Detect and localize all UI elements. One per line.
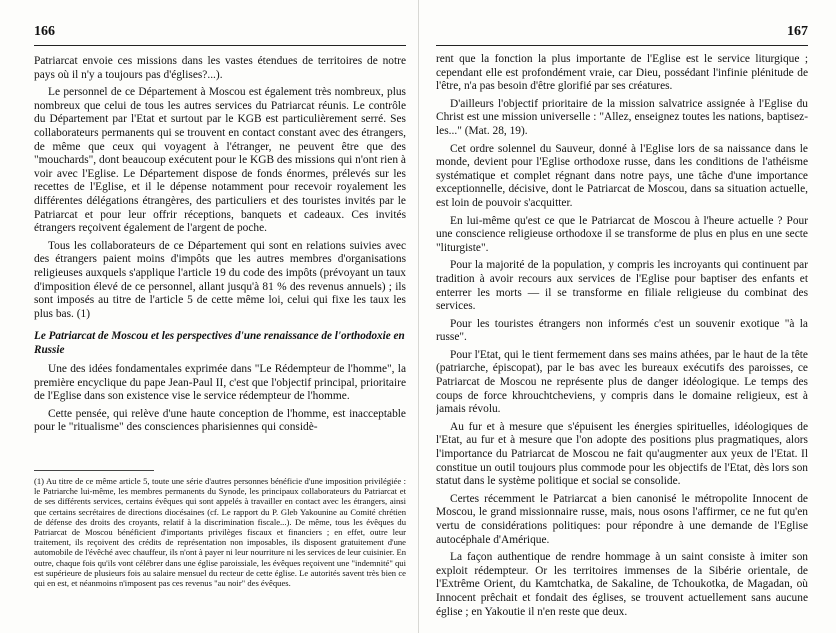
paragraph: D'ailleurs l'objectif prioritaire de la mission salvatrice assignée à l'Eglise du Christ est une mission universelle : "Allez, enseignez toutes les nations, baptisez-les..." (Mat. 28, 19). [436, 97, 808, 137]
header-rule [34, 45, 406, 46]
section-heading: Le Patriarcat de Moscou et les perspectives d'une renaissance de l'orthodoxie en Russie [34, 330, 405, 356]
footnote [34, 470, 406, 588]
paragraph: Pour l'Etat, qui le tient fermement dans ses mains athées, par le haut de la tête (patriarche, épiscopat), par le bas avec les bureaux exécutifs des paroisses, ce Patriarcat de Moscou ne représente plus de danger idéologique. Le temps des coups de force khrouchtcheviens, y compris dans le domaine religieux, est à jamais révolu. [436, 348, 808, 416]
right-page [436, 24, 808, 624]
left-page [34, 24, 406, 624]
paragraph: Une des idées fondamentales exprimée dans "Le Rédempteur de l'homme", la première encyclique du pape Jean-Paul II, c'est que l'objectif principal, prioritaire de l'Eglise dans son existence vise le service rédempteur de l'homme. [34, 363, 406, 403]
page-number: 167 [787, 24, 808, 39]
paragraph: Le personnel de ce Département à Moscou est également très nombreux, plus nombreux que celui de tous les autres services du Patriarcat réunis. Le contrôle du Département par l'Etat et surtout par le KGB est particulièrement serré. Ses collaborateurs permanents qui se trouvent en contact constant avec des étrangers, de même que ceux qui voyagent à l'étranger, ne peuvent être que des "mouchards", dont beaucoup exécutent pour le KGB des missions qui n'ont rien à voir avec l'Eglise. Le Département dispose de fonds énormes, prélevés sur les recettes de l'Eglise, et il le dépense notamment pour recevoir royalement les différentes délégations étrangères, des particuliers et des touristes invités par le Patriarcat et pour leur offrir réceptions, banquets et cadeaux. Ces invités étrangers reçoivent également de l'argent de poche. [34, 86, 406, 235]
header-rule [436, 45, 808, 46]
footnote-text: (1) Au titre de ce même article 5, toute une série d'autres personnes bénéficie d'une imposition privilégiée : le Patriarche lui-même, les membres permanents du Synode, les principaux collaborateurs du Patriarcat et de ses différents services, certains évêques qui sont appelés à travailler en contact avec les étrangers, ainsi que certains secrétaires de directions diocésaines (cf. Le rapport du P. Gleb Yakounine au Comité chrétien de défense des droits des croyants, relatif à la discrimination fiscale...). De même, tous les évêques du Patriarcat de Moscou bénéficient d'importants privilèges fiscaux et financiers ; en effet, outre leur traitement, ils reçoivent des crédits de représentation non imposables, ils disposent gratuitement d'une automobile de l'évêché avec chauffeur, ils n'ont à payer ni leur nourriture ni les services de leur cuisinier. En outre, chaque fois qu'ils vont célébrer dans une église paroissiale, les évêques reçoivent une "indemnité" qui est supérieure de plusieurs fois au salaire mensuel du recteur de cette église. Le autorités savent très bien ce qui en est, et néanmoins n'imposent pas ces revenus "au noir" des évêques. [34, 476, 406, 589]
paragraph: Patriarcat envoie ces missions dans les vastes étendues de territoires de notre pays où il n'y a toujours pas d'églises?...). [34, 55, 406, 81]
right-body-text [436, 53, 808, 623]
page-number: 166 [34, 24, 55, 39]
paragraph: Cette pensée, qui relève d'une haute conception de l'homme, est inacceptable pour le "ritualisme" des consciences pharisiennes qui considè- [34, 407, 406, 434]
paragraph: En lui-même qu'est ce que le Patriarcat de Moscou à l'heure actuelle ? Pour une conscience religieuse orthodoxe il se transforme de plus en plus en une secte "liturgiste". [436, 214, 808, 254]
footnote-rule [34, 470, 154, 471]
paragraph: Tous les collaborateurs de ce Département qui sont en relations suivies avec des étrangers paient moins d'impôts que les autres membres d'organisations religieuses auxquels s'applique l'article 19 du code des impôts (prévoyant un taux d'imposition élevé de ce personnel, allant jusqu'à 81 % des revenus annuels) ; ils sont imposés au titre de l'article 5 de cette même loi, celui qui fixe les taux les plus bas. (1) [34, 239, 406, 320]
paragraph: Pour les touristes étrangers non informés c'est un souvenir exotique "à la russe". [436, 317, 808, 344]
paragraph: Au fur et à mesure que s'épuisent les énergies spirituelles, idéologiques de l'Etat, au fur et à mesure que l'on adopte des positions plus pragmatiques, alors l'importance du Patriarcat de Moscou ne fait qu'augmenter aux yeux de l'Etat. Il constitue un outil toujours plus commode pour les objectifs de l'Etat, dès lors son statut dans le système politique et social se consolide. [436, 420, 808, 488]
paragraph: Pour la majorité de la population, y compris les incroyants qui continuent par tradition à avoir recours aux services de l'Eglise pour baptiser des enfants et enterrer les morts — il se transforme en filiale religieuse du combinat des services. [436, 259, 808, 313]
paragraph: Certes récemment le Patriarcat a bien canonisé le métropolite Innocent de Moscou, le grand missionnaire russe, mais, nous osons l'affirmer, ce ne fut qu'en vertu de considérations politiques: pour répondre à une demande de l'Eglise autocéphale d'Amérique. [436, 492, 808, 546]
paragraph: La façon authentique de rendre hommage à un saint consiste à imiter son exploit rédempteur. Or les territoires immenses de la Sibérie orientale, de l'Extrême Orient, du Kamtchatka, de Sakaline, de Tchoukotka, de Magadan, où Innocent prêchait et fondait des églises, se trouvent actuellement sans aucune église ; en Yakoutie il n'en reste que deux. [436, 551, 808, 618]
book-gutter [418, 0, 419, 633]
paragraph: rent que la fonction la plus importante de l'Eglise est le service liturgique ; cependant elle est profondément vraie, car Dieu, possédant l'infinie plénitude de l'être, n'a pas besoin d'être glorifié par ses créatures. [436, 53, 808, 93]
paragraph: Cet ordre solennel du Sauveur, donné à l'Eglise lors de sa naissance dans le monde, devient pour l'Eglise orthodoxe russe, dans les conditions de l'athéisme systématique et complet régnant dans notre pays, une tâche d'une importance exceptionnelle, décisive, dont le Patriarcat de Moscou, dans sa situation actuelle, est loin de pouvoir s'acquitter. [436, 142, 808, 209]
left-body-text [34, 55, 406, 439]
